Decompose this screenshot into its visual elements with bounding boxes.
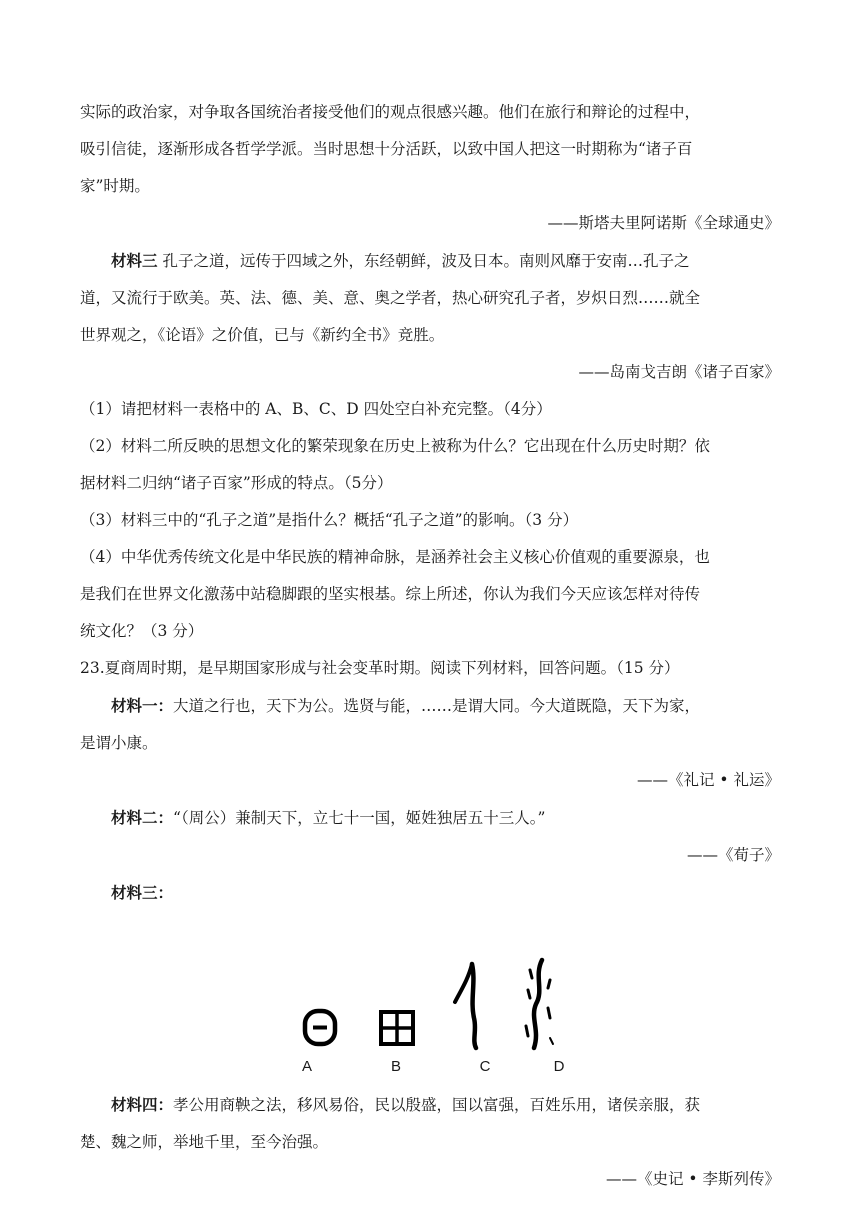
q23-material3-line — [80, 874, 780, 912]
material3-label: 材料三 — [111, 251, 158, 270]
glyph-c-person — [452, 960, 488, 1052]
q23-material2-label: 材料二： — [111, 808, 174, 827]
glyph-label-c: C — [479, 1058, 491, 1075]
glyph-b-field — [378, 1008, 416, 1048]
q23-material1-line-2: 是谓小康。 — [80, 734, 158, 752]
q23-material2-text: “（周公）兼制天下，立七十一国，姬姓独居五十三人。” — [173, 809, 546, 827]
question-1: （1）请把材料一表格中的 A、B、C、D 四处空白补充完整。（4分） — [80, 400, 552, 418]
question-4-line-1: （4）中华优秀传统文化是中华民族的精神命脉，是涵养社会主义核心价值观的重要源泉，也 — [80, 548, 710, 566]
q23-material1-label: 材料一： — [111, 696, 174, 715]
material3-line-1 — [80, 242, 780, 280]
glyph-label-b: B — [390, 1058, 401, 1075]
oracle-glyph-figure — [80, 916, 780, 1086]
question-2-line-2: 据材料二归纳“诸子百家”形成的特点。（5分） — [80, 474, 393, 492]
glyph-label-d: D — [553, 1058, 565, 1075]
glyph-d-water — [520, 956, 560, 1054]
q23-material4-label: 材料四： — [111, 1095, 174, 1114]
material3-line-3: 世界观之，《论语》之价值，已与《新约全书》竞胜。 — [80, 326, 445, 344]
q23-material1-source: ——《礼记 • 礼运》 — [637, 771, 780, 789]
material3-source: ——岛南戈吉朗《诸子百家》 — [578, 363, 780, 381]
q23-material1-line-1 — [80, 687, 780, 725]
question-2-line-1: （2）材料二所反映的思想文化的繁荣现象在历史上被称为什么？它出现在什么历史时期？依 — [80, 437, 710, 455]
q23-material4-line-2: 楚、魏之师，举地千里，至今治强。 — [80, 1133, 329, 1151]
question-4-line-2: 是我们在世界文化激荡中站稳脚跟的坚实根基。综上所述，你认为我们今天应该怎样对待传 — [80, 585, 701, 603]
q23-material4-line-1 — [80, 1086, 780, 1124]
q23-material2-line — [80, 799, 780, 837]
q23-material4-source: ——《史记 • 李斯列传》 — [606, 1170, 780, 1188]
intro-source: ——斯塔夫里阿诺斯《全球通史》 — [547, 214, 780, 232]
q23-material3-label: 材料三： — [111, 883, 174, 902]
question-3: （3）材料三中的“孔子之道”是指什么？概括“孔子之道”的影响。（3 分） — [80, 511, 579, 529]
q23-heading: 23.夏商周时期，是早期国家形成与社会变革时期。阅读下列材料，回答问题。（15 分） — [80, 659, 680, 677]
q23-material4-text: 孝公用商鞅之法，移风易俗，民以殷盛，国以富强，百姓乐用，诸侯亲服，获 — [173, 1096, 701, 1114]
intro-line-3: 家”时期。 — [80, 177, 150, 195]
q23-material1-text: 大道之行也，天下为公。选贤与能，……是谓大同。今大道既隐，天下为家， — [173, 697, 701, 715]
material3-line-2: 道，又流行于欧美。英、法、德、美、意、奥之学者，热心研究孔子者，岁炽日烈……就全 — [80, 289, 701, 307]
material3-text-1: 孔子之道，远传于四域之外，东经朝鲜，波及日本。南则风靡于安南…孔子之 — [162, 252, 690, 270]
document-page — [80, 94, 780, 1198]
glyph-label-a: A — [301, 1058, 312, 1075]
intro-line-2: 吸引信徒，逐渐形成各哲学学派。当时思想十分活跃，以致中国人把这一时期称为“诸子百 — [80, 140, 693, 158]
glyph-a-sun — [302, 1008, 338, 1048]
q23-material2-source: ——《荀子》 — [686, 846, 780, 864]
question-4-line-3: 统文化？（3 分） — [80, 622, 204, 640]
intro-line-1: 实际的政治家，对争取各国统治者接受他们的观点很感兴趣。他们在旅行和辩论的过程中， — [80, 103, 701, 121]
